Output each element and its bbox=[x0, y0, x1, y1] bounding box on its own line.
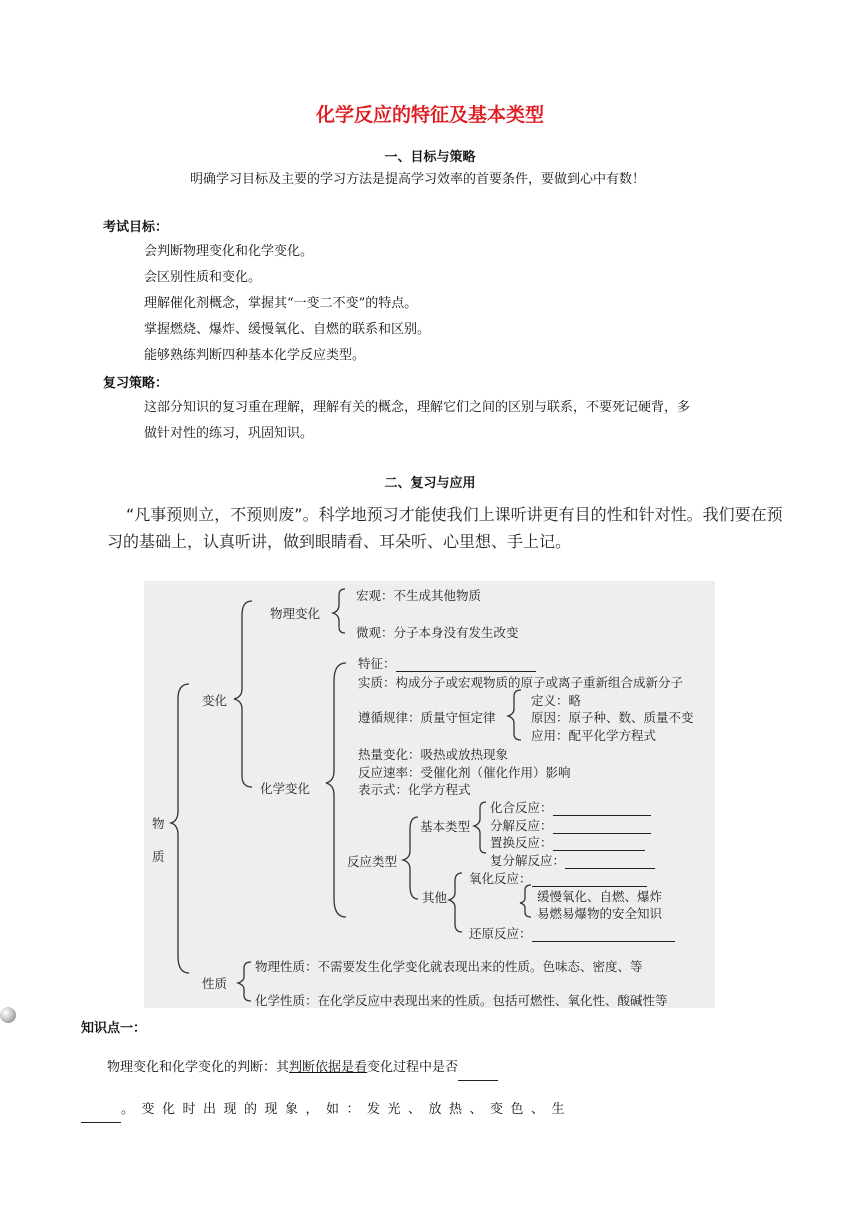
other-node: 其他 bbox=[422, 890, 448, 905]
reduction-text: 还原反应： bbox=[469, 924, 675, 942]
combination-text: 化合反应： bbox=[490, 798, 651, 816]
physical-change-node: 物理变化 bbox=[270, 606, 321, 621]
strategy-line1: 这部分知识的复习重在理解，理解有关的概念，理解它们之间的区别与联系，不要死记硬背，多 bbox=[144, 400, 691, 415]
micro-text: 微观：分子本身没有发生改变 bbox=[356, 625, 519, 640]
flammable-safety-text: 易燃易爆物的安全知识 bbox=[537, 906, 663, 921]
macro-text: 宏观：不生成其他物质 bbox=[356, 588, 482, 603]
law-text: 遵循规律：质量守恒定律 bbox=[358, 710, 496, 725]
slow-oxidation-text: 缓慢氧化、自燃、爆炸 bbox=[537, 889, 663, 904]
physical-property-text: 物理性质：不需要发生化学变化就表现出来的性质。色味态、密度、等 bbox=[255, 959, 643, 974]
property-node: 性质 bbox=[202, 976, 228, 991]
exam-goal-item: 会区别性质和变化。 bbox=[144, 270, 262, 285]
expression-text: 表示式：化学方程式 bbox=[358, 782, 471, 797]
root-char-zhi: 质 bbox=[152, 849, 165, 864]
rate-text: 反应速率：受催化剂（催化作用）影响 bbox=[358, 765, 571, 780]
basic-types-node: 基本类型 bbox=[420, 819, 471, 834]
application-text: 应用：配平化学方程式 bbox=[531, 728, 657, 743]
knowledge-line2: 。变化时出现的现象，如：发光、放热、变色、生 bbox=[81, 1097, 572, 1123]
exam-goal-item: 会判断物理变化和化学变化。 bbox=[144, 244, 314, 259]
section1-heading: 一、目标与策略 bbox=[384, 150, 476, 165]
double-decomposition-text: 复分解反应： bbox=[490, 851, 655, 869]
quote-line2: 习的基础上，认真听讲，做到眼睛看、耳朵听、心里想、手上记。 bbox=[107, 532, 572, 551]
knowledge-point-label: 知识点一： bbox=[81, 1021, 147, 1036]
strategy-label: 复习策略： bbox=[103, 376, 169, 391]
concept-map bbox=[144, 581, 715, 1008]
exam-goal-item: 掌握燃烧、爆炸、缓慢氧化、自燃的联系和区别。 bbox=[144, 322, 431, 337]
root-char-wu: 物 bbox=[152, 816, 165, 831]
exam-goal-item: 能够熟练判断四种基本化学反应类型。 bbox=[144, 348, 366, 363]
section2-heading: 二、复习与应用 bbox=[384, 476, 476, 491]
section1-intro: 明确学习目标及主要的学习方法是提高学习效率的首要条件，要做到心中有数！ bbox=[190, 172, 646, 187]
exam-goal-item: 理解催化剂概念，掌握其“一变二不变”的特点。 bbox=[144, 296, 418, 311]
definition-text: 定义：略 bbox=[531, 693, 582, 708]
reaction-types-node: 反应类型 bbox=[347, 854, 398, 869]
feature-text: 特征： bbox=[358, 654, 536, 672]
exam-goals-label: 考试目标： bbox=[103, 220, 169, 235]
essence-text: 实质：构成分子或宏观物质的原子或离子重新组合成新分子 bbox=[358, 675, 684, 690]
displacement-text: 置换反应： bbox=[490, 833, 645, 851]
decomposition-text: 分解反应： bbox=[490, 816, 651, 834]
oxidation-text: 氧化反应： bbox=[469, 869, 647, 887]
strategy-line2: 做针对性的练习，巩固知识。 bbox=[144, 426, 314, 441]
chemical-change-node: 化学变化 bbox=[260, 781, 311, 796]
page-title: 化学反应的特征及基本类型 bbox=[315, 104, 544, 126]
bullet-ball-icon bbox=[0, 1007, 16, 1023]
chemical-property-text: 化学性质：在化学反应中表现出来的性质。包括可燃性、氧化性、酸碱性等 bbox=[255, 993, 668, 1008]
reason-text: 原因：原子种、数、质量不变 bbox=[531, 710, 694, 725]
quote-line1: “凡事预则立，不预则废”。科学地预习才能使我们上课听讲更有目的性和针对性。我们要在预 bbox=[126, 505, 783, 524]
heat-text: 热量变化：吸热或放热现象 bbox=[358, 747, 509, 762]
knowledge-line1: 物理变化和化学变化的判断：其判断依据是看变化过程中是否 bbox=[107, 1055, 498, 1081]
change-node: 变化 bbox=[202, 693, 228, 708]
